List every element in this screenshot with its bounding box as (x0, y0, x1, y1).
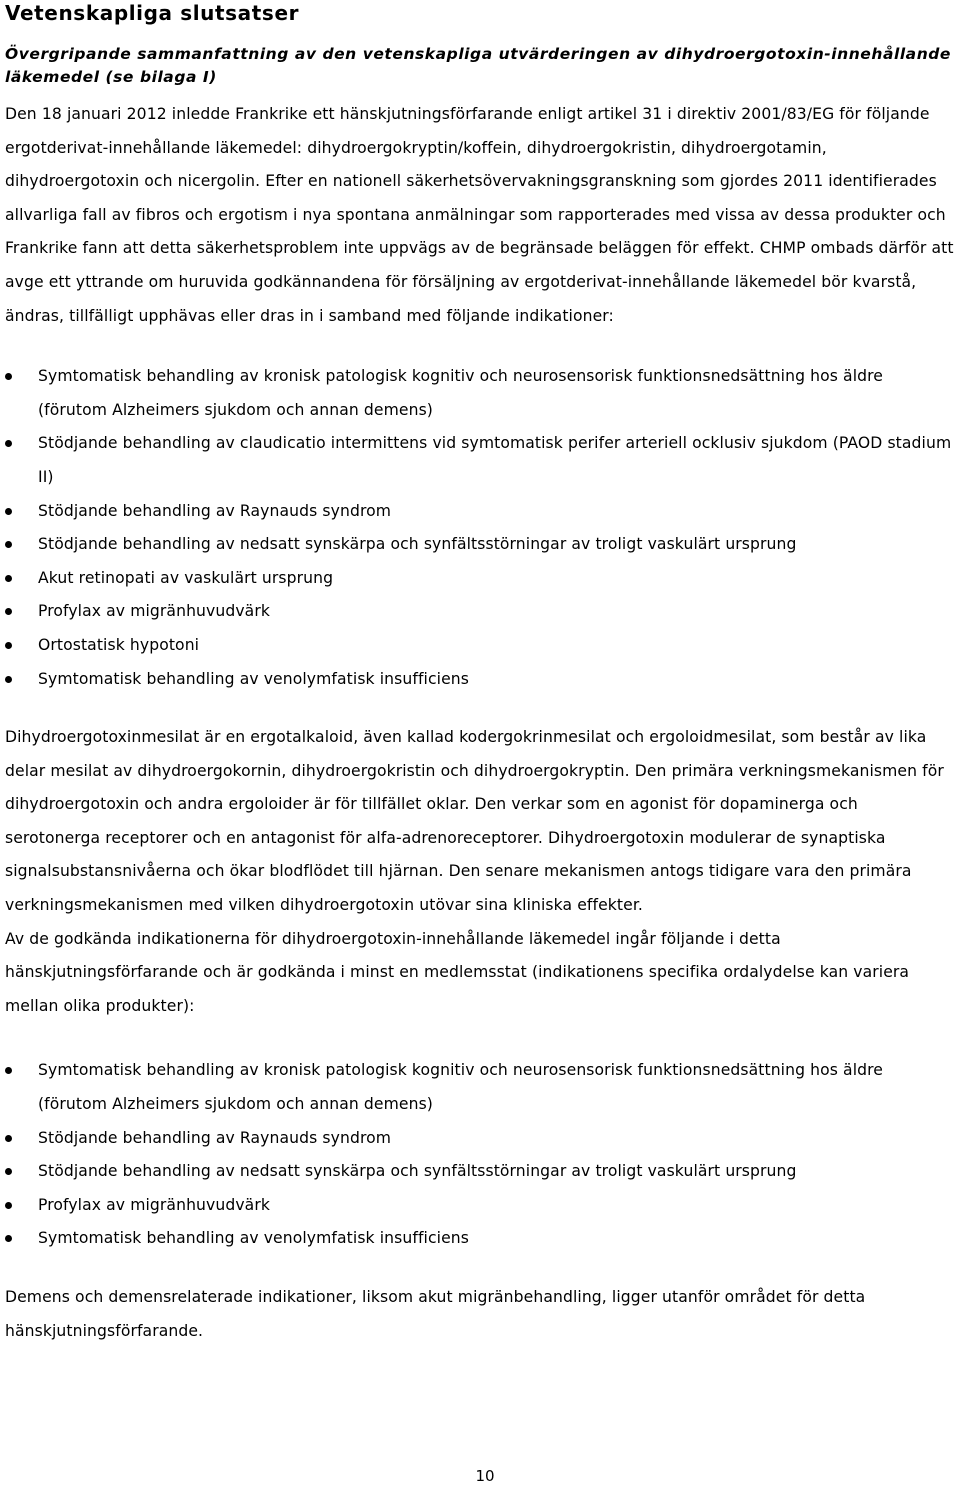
list-item-text: Symtomatisk behandling av kronisk patologisk kognitiv och neurosensorisk funktionsnedsättning hos äldre (förutom Alzheimers sjukdom och annan demens) (38, 1061, 883, 1114)
list-item-text: Stödjande behandling av claudicatio intermittens vid symtomatisk perifer arteriell ocklusiv sjukdom (PAOD stadium II) (38, 434, 952, 486)
bullet-icon (5, 642, 12, 649)
list-item (5, 629, 957, 663)
list-item (5, 495, 957, 529)
bullet-icon (5, 608, 12, 615)
bullet-icon (5, 1135, 12, 1142)
list-item-text: Symtomatisk behandling av venolymfatisk insufficiens (38, 1229, 469, 1248)
bullet-icon (5, 1168, 12, 1175)
document-page (5, 0, 957, 1348)
list-item (5, 595, 957, 629)
bullet-icon (5, 1235, 12, 1242)
bullet-icon (5, 541, 12, 548)
list-item (5, 1155, 957, 1189)
list-item-text: Stödjande behandling av nedsatt synskärpa och synfältsstörningar av troligt vaskulärt ursprung (38, 535, 797, 554)
list-item-text: Akut retinopati av vaskulärt ursprung (38, 568, 334, 587)
list-item-text: Stödjande behandling av Raynauds syndrom (38, 1128, 392, 1147)
approved-indications-paragraph: Av de godkända indikationerna för dihydroergotoxin-innehållande läkemedel ingår följande i detta hänskjutningsförfarande och är godkända i minst en medlemsstat (indikationens specifika ordalydelse kan variera mellan olika produkter): (5, 929, 910, 1015)
bullet-icon (5, 440, 12, 447)
bullet-icon (5, 575, 12, 582)
page-title: Vetenskapliga slutsatser (5, 1, 300, 25)
bullet-icon (5, 508, 12, 515)
list-item (5, 1189, 957, 1223)
list-item (5, 663, 957, 697)
list-item (5, 1222, 957, 1256)
list-item (5, 528, 957, 562)
list-item-text: Stödjande behandling av nedsatt synskärpa och synfältsstörningar av troligt vaskulärt ursprung (38, 1162, 797, 1181)
list-item (5, 360, 957, 427)
indications-list-1 (5, 360, 957, 696)
bullet-icon (5, 1202, 12, 1209)
list-item-text: Profylax av migränhuvudvärk (38, 602, 270, 621)
closing-paragraph: Demens och demensrelaterade indikationer, liksom akut migränbehandling, ligger utanför området för detta hänskjutningsförfarande. (5, 1288, 866, 1340)
list-item (5, 427, 957, 494)
list-item-text: Symtomatisk behandling av kronisk patologisk kognitiv och neurosensorisk funktionsnedsättning hos äldre (förutom Alzheimers sjukdom och annan demens) (38, 367, 883, 419)
section-subtitle: Övergripande sammanfattning av den vetenskapliga utvärderingen av dihydroergotoxin-innehållande läkemedel (se bilaga I) (5, 45, 951, 86)
list-item-text: Ortostatisk hypotoni (38, 635, 200, 654)
intro-paragraph: Den 18 januari 2012 inledde Frankrike ett hänskjutningsförfarande enligt artikel 31 i direktiv 2001/83/EG för följande ergotderivat-innehållande läkemedel: dihydroergokryptin/koffein, dihydroergokristin, dihydroergotamin, dihydroergotoxin och nicergolin. Efter en nationell säkerhetsövervakningsgranskning som gjordes 2011 identifierades allvarliga fall av fibros och ergotism i nya spontana anmälningar som rapporterades med vissa av dessa produkter och Frankrike fann att detta säkerhetsproblem inte uppvägs av de begränsade beläggen för effekt. CHMP ombads därför att avge ett yttrande om huruvida godkännandena för försäljning av ergotderivat-innehållande läkemedel bör kvarstå, ändras, tillfälligt upphävas eller dras in i samband med följande indikationer: (5, 105, 954, 325)
indications-list-2 (5, 1054, 957, 1256)
list-item-text: Symtomatisk behandling av venolymfatisk insufficiens (38, 669, 469, 688)
list-item-text: Stödjande behandling av Raynauds syndrom (38, 501, 392, 520)
bullet-icon (5, 373, 12, 380)
page-number: 10 (475, 1467, 495, 1485)
list-item (5, 1054, 957, 1121)
list-item (5, 1122, 957, 1156)
mechanism-paragraph: Dihydroergotoxinmesilat är en ergotalkaloid, även kallad kodergokrinmesilat och ergoloidmesilat, som består av lika delar mesilat av dihydroergokornin, dihydroergokristin och dihydroergokryptin. Den primära verkningsmekanismen för dihydroergotoxin och andra ergoloider är för tillfället oklar. Den verkar som en agonist för dopaminerga och serotonerga receptorer och en antagonist för alfa-adrenoreceptorer. Dihydroergotoxin modulerar de synaptiska signalsubstansnivåerna och ökar blodflödet till hjärnan. Den senare mekanismen antogs tidigare vara den primära verkningsmekanismen med vilken dihydroergotoxin utövar sina kliniska effekter. (5, 728, 944, 915)
list-item-text: Profylax av migränhuvudvärk (38, 1195, 270, 1214)
bullet-icon (5, 1067, 12, 1074)
bullet-icon (5, 676, 12, 683)
list-item (5, 562, 957, 596)
